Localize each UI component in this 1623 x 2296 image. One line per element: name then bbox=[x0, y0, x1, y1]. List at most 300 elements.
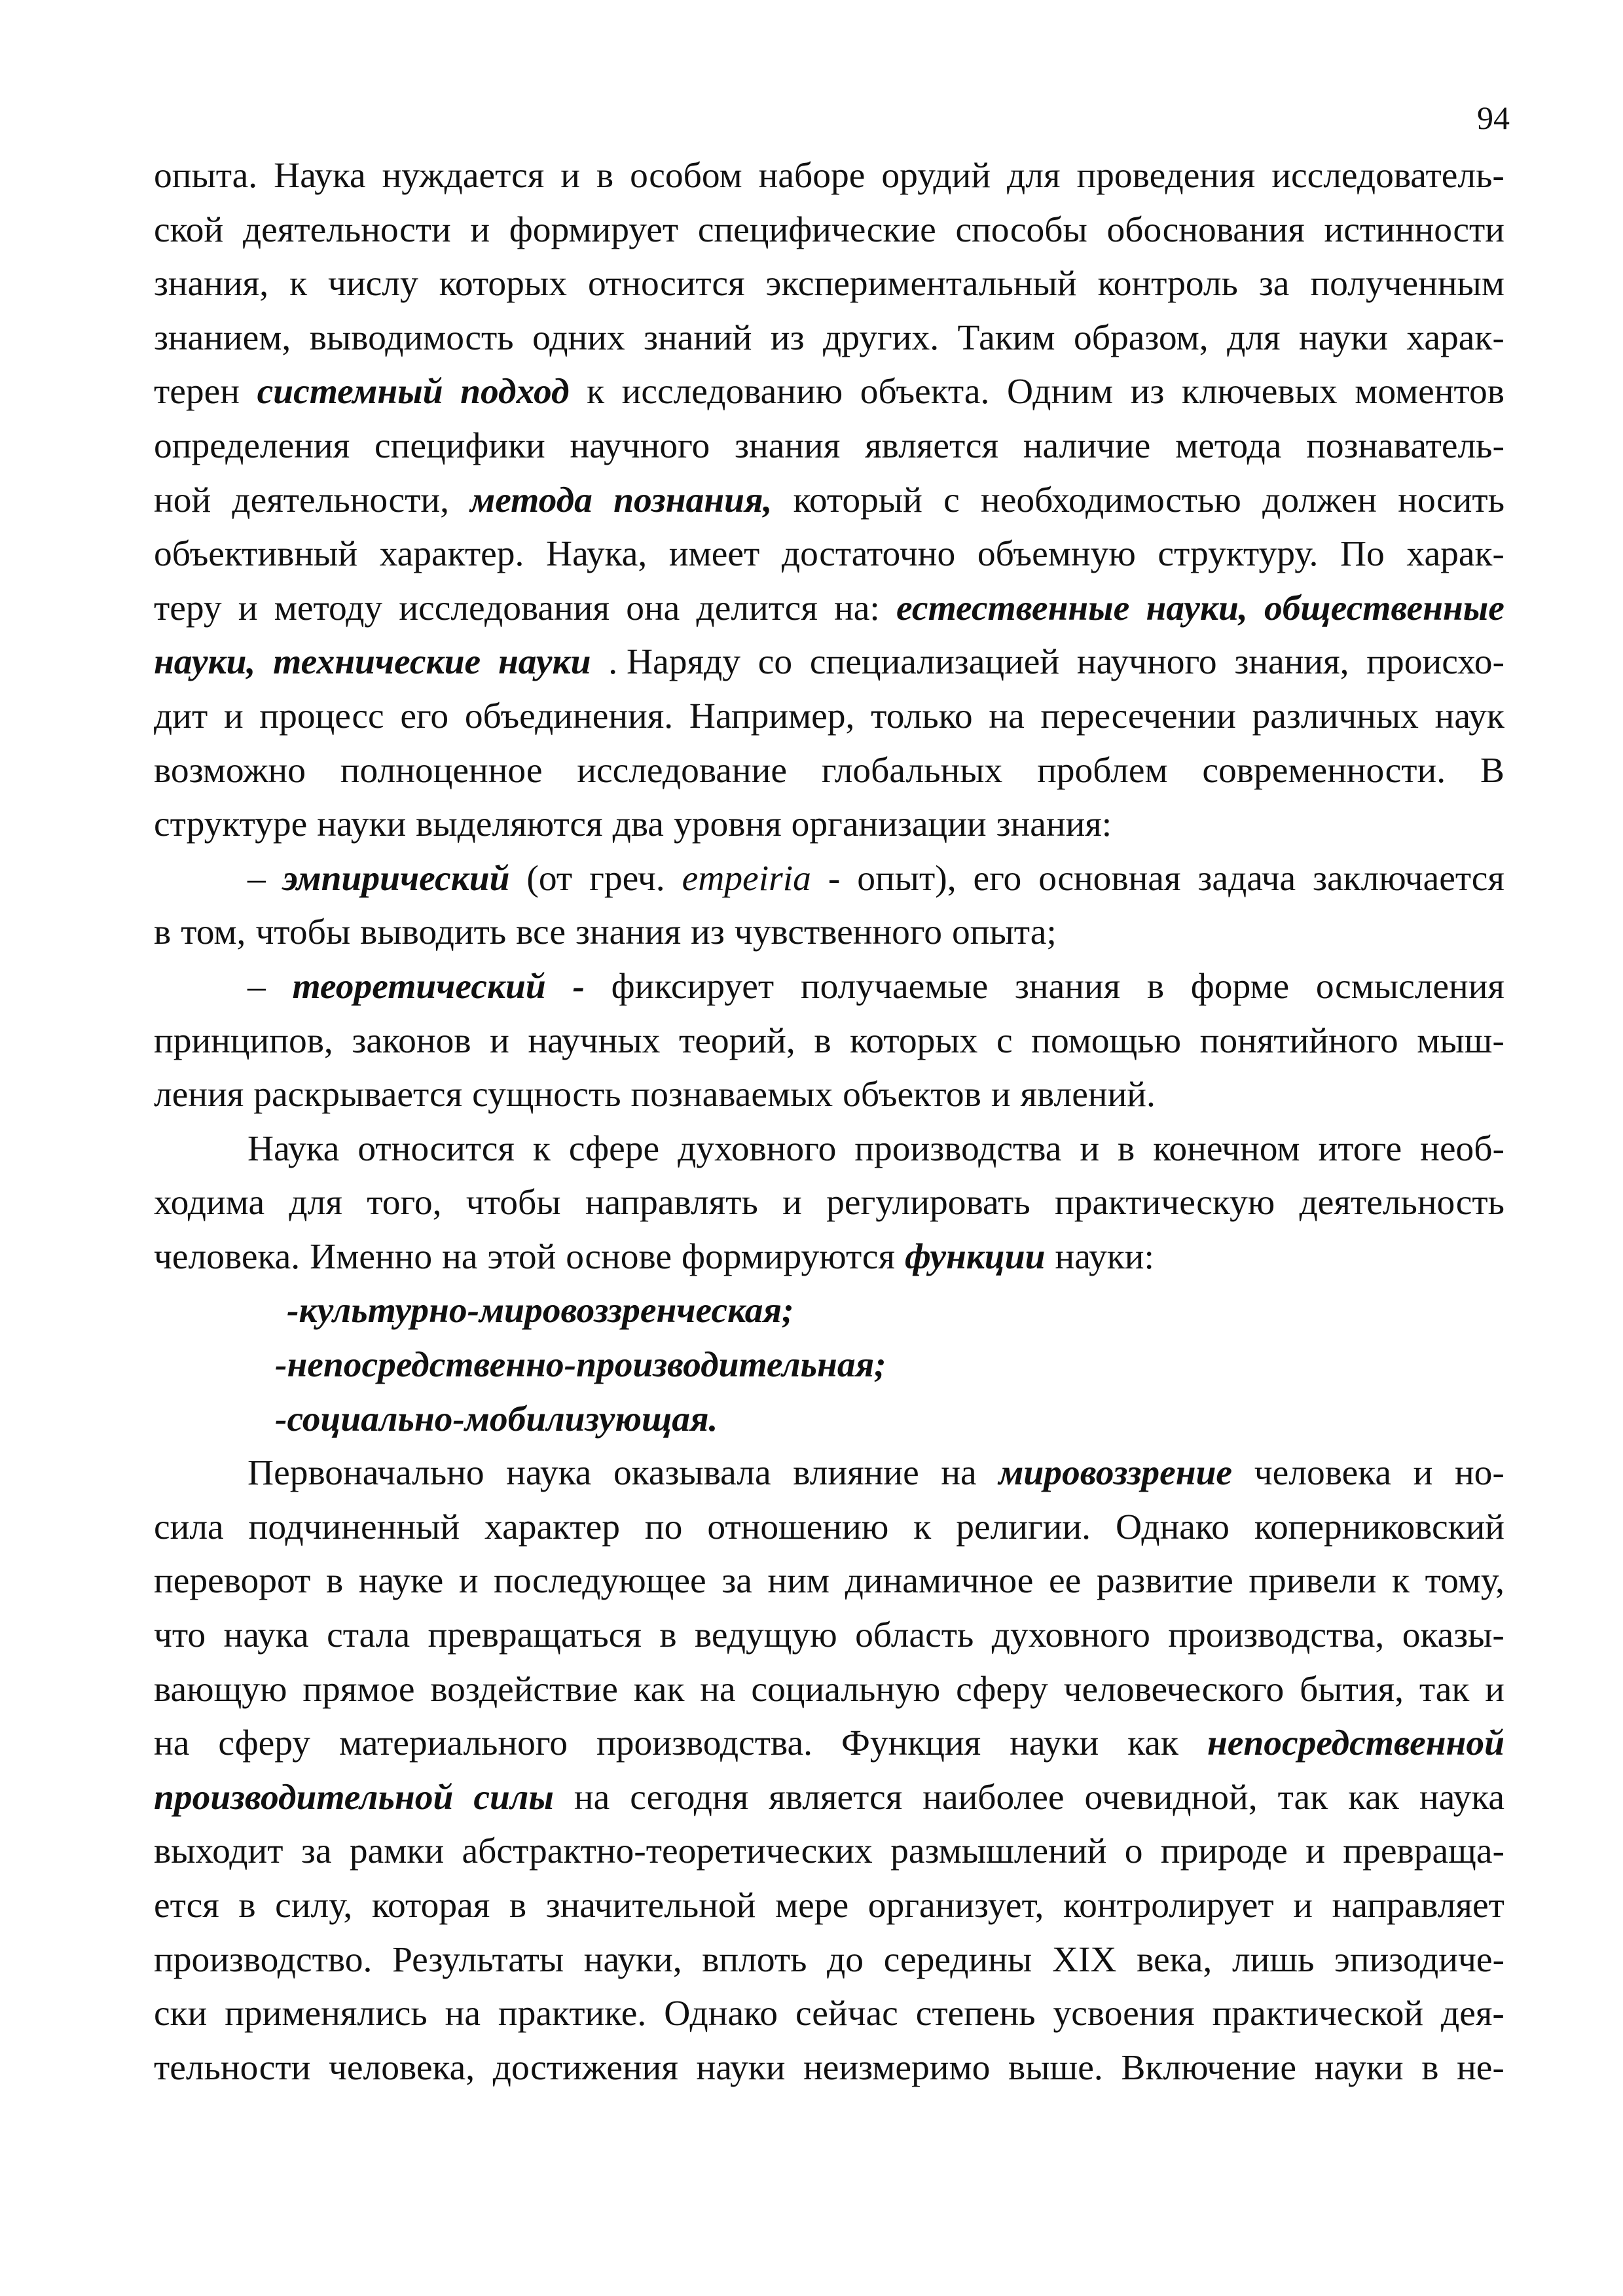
word: сфере bbox=[568, 1128, 660, 1169]
word: выводить bbox=[360, 912, 507, 953]
word: объективный bbox=[154, 534, 358, 575]
word: его bbox=[400, 696, 449, 736]
word: опыт), bbox=[857, 858, 957, 899]
word: деятельности bbox=[242, 209, 451, 250]
word: к bbox=[289, 264, 308, 304]
word: характер. bbox=[379, 534, 524, 575]
word: до bbox=[827, 1939, 864, 1980]
word: помощью bbox=[1031, 1020, 1182, 1061]
word: и bbox=[991, 1075, 1011, 1115]
text-line bbox=[154, 852, 1504, 906]
word: ее bbox=[1049, 1561, 1082, 1602]
word: знанием, bbox=[154, 317, 291, 358]
word: отношению bbox=[707, 1507, 889, 1547]
word: знания, bbox=[154, 264, 269, 304]
word: - bbox=[828, 858, 841, 899]
text-line bbox=[154, 474, 1504, 528]
word: очевидной, bbox=[1084, 1777, 1258, 1818]
word: из bbox=[1130, 372, 1165, 412]
text-line bbox=[154, 1717, 1504, 1771]
word: законов bbox=[352, 1020, 471, 1061]
word: итоге bbox=[1318, 1128, 1402, 1169]
word: ски bbox=[154, 1994, 208, 2034]
word: – bbox=[247, 858, 266, 899]
word: наука bbox=[1419, 1777, 1504, 1818]
word: науки bbox=[1010, 1723, 1099, 1764]
word: ходима bbox=[154, 1183, 265, 1223]
word: формирует bbox=[509, 209, 679, 250]
word: фиксирует bbox=[611, 966, 775, 1007]
text-line bbox=[154, 798, 1504, 852]
word: основная bbox=[1038, 858, 1181, 899]
word: процесс bbox=[259, 696, 384, 736]
word: относится bbox=[357, 1128, 515, 1169]
word: века, bbox=[1137, 1939, 1213, 1980]
text-line bbox=[154, 1230, 1504, 1285]
word: Наука, bbox=[546, 534, 647, 575]
word: сейчас bbox=[795, 1994, 898, 2034]
word: и bbox=[470, 209, 490, 250]
word: том, bbox=[181, 912, 246, 953]
word: делится bbox=[696, 588, 818, 628]
word: науке bbox=[358, 1561, 444, 1602]
word: производства bbox=[854, 1128, 1062, 1169]
word: является bbox=[865, 425, 999, 466]
text-line bbox=[154, 1663, 1504, 1717]
emphasized-word: общественные bbox=[1264, 588, 1504, 628]
word: характер bbox=[484, 1507, 620, 1547]
word: проведения bbox=[1076, 156, 1256, 196]
text-line bbox=[154, 690, 1504, 744]
word: на bbox=[574, 1777, 610, 1818]
word: стала bbox=[327, 1615, 410, 1656]
word: истинности bbox=[1324, 209, 1504, 250]
word: современности. bbox=[1202, 750, 1446, 791]
word: и bbox=[1293, 1886, 1313, 1926]
word: эпизодиче- bbox=[1334, 1939, 1504, 1980]
word: она bbox=[626, 588, 680, 628]
word: познаваемых bbox=[630, 1075, 833, 1115]
text-line bbox=[154, 636, 1504, 690]
emphasized-word: метода bbox=[470, 480, 593, 520]
emphasized-word: науки bbox=[498, 642, 591, 683]
word: сферу bbox=[956, 1669, 1048, 1710]
word: к bbox=[913, 1507, 932, 1547]
word: для bbox=[1007, 156, 1061, 196]
word: на bbox=[154, 1723, 190, 1764]
word: экспериментальный bbox=[765, 264, 1077, 304]
word: воздействие bbox=[430, 1669, 618, 1710]
word: контроль bbox=[1097, 264, 1238, 304]
word: духовного bbox=[991, 1615, 1150, 1656]
word: чувственного bbox=[734, 912, 943, 953]
word: науки bbox=[1299, 317, 1388, 358]
word: неизмеримо bbox=[803, 2047, 991, 2088]
word: ведущую bbox=[695, 1615, 837, 1656]
word: познаватель- bbox=[1306, 425, 1504, 466]
text-line bbox=[154, 744, 1504, 798]
word: структуре bbox=[154, 804, 308, 845]
text-line bbox=[154, 1014, 1504, 1069]
word: на: bbox=[834, 588, 880, 628]
text-line bbox=[154, 149, 1504, 204]
word: полученным bbox=[1310, 264, 1504, 304]
page-number: 94 bbox=[1477, 99, 1510, 136]
word: должен bbox=[1262, 480, 1377, 520]
word: Однако bbox=[1116, 1507, 1230, 1547]
emphasized-word: мировоззрение bbox=[998, 1453, 1233, 1494]
word: применялись bbox=[225, 1994, 428, 2034]
word: особом bbox=[630, 156, 742, 196]
word: человеческого bbox=[1063, 1669, 1285, 1710]
text-line bbox=[154, 1122, 1504, 1177]
word: наука bbox=[506, 1453, 592, 1494]
word: в bbox=[1118, 1128, 1135, 1169]
word: выше. bbox=[1008, 2047, 1103, 2088]
word: о bbox=[1124, 1831, 1143, 1872]
word: является bbox=[769, 1777, 903, 1818]
word: область bbox=[855, 1615, 974, 1656]
word: дея- bbox=[1440, 1994, 1504, 2034]
word: в bbox=[659, 1615, 677, 1656]
word: прямое bbox=[302, 1669, 415, 1710]
word: но- bbox=[1454, 1453, 1504, 1494]
word: харак- bbox=[1406, 317, 1504, 358]
word: превраща- bbox=[1343, 1831, 1504, 1872]
word: объектов bbox=[843, 1075, 981, 1115]
word: и bbox=[560, 156, 580, 196]
word: и bbox=[490, 1020, 509, 1061]
word: тому, bbox=[1425, 1561, 1504, 1602]
word: Например, bbox=[689, 696, 855, 736]
text-line bbox=[154, 2041, 1504, 2096]
word: выделяются bbox=[416, 804, 603, 845]
word: влияние bbox=[793, 1453, 919, 1494]
word: из bbox=[770, 317, 805, 358]
word: духовного bbox=[678, 1128, 837, 1169]
emphasized-word: -социально-мобилизующая. bbox=[275, 1399, 718, 1439]
word: нуждается bbox=[382, 156, 545, 196]
word: оказывала bbox=[613, 1453, 771, 1494]
word: исследователь- bbox=[1271, 156, 1504, 196]
word: специализацией bbox=[809, 642, 1060, 683]
word: вплоть bbox=[702, 1939, 807, 1980]
word: Результаты bbox=[392, 1939, 564, 1980]
text-line bbox=[154, 960, 1504, 1014]
word: наиболее bbox=[922, 1777, 1065, 1818]
text-line bbox=[154, 1176, 1504, 1230]
word: происхо- bbox=[1366, 642, 1504, 683]
word: носить bbox=[1398, 480, 1504, 520]
word: исследованию bbox=[621, 372, 843, 412]
word: последующее bbox=[494, 1561, 706, 1602]
text-line bbox=[154, 1825, 1504, 1879]
emphasized-word: empeiria bbox=[682, 858, 811, 899]
emphasized-word: подход bbox=[460, 372, 570, 412]
word: задача bbox=[1197, 858, 1296, 899]
word: Функция bbox=[841, 1723, 981, 1764]
word: практическую bbox=[1055, 1183, 1275, 1223]
emphasized-word: непосредственной bbox=[1207, 1723, 1504, 1764]
word: дит bbox=[154, 696, 208, 736]
word: полноценное bbox=[340, 750, 543, 791]
emphasized-word: системный bbox=[257, 372, 443, 412]
text-line bbox=[154, 365, 1504, 420]
word: знания bbox=[1014, 966, 1121, 1007]
word: религии. bbox=[956, 1507, 1091, 1547]
word: тельности bbox=[154, 2047, 311, 2088]
word: В bbox=[1480, 750, 1504, 791]
word: объемную bbox=[977, 534, 1136, 575]
word: силу, bbox=[275, 1886, 353, 1926]
word: и bbox=[223, 696, 244, 736]
word: основе bbox=[566, 1236, 672, 1277]
word: пересечении bbox=[1040, 696, 1236, 736]
word: специфики bbox=[374, 425, 545, 466]
word: не- bbox=[1457, 2047, 1504, 2088]
word: наборе bbox=[758, 156, 866, 196]
word: направляет bbox=[1332, 1886, 1504, 1926]
text-line bbox=[154, 906, 1504, 960]
word: организует, bbox=[867, 1886, 1044, 1926]
word: греч. bbox=[589, 858, 665, 899]
word: усвоения bbox=[1053, 1994, 1195, 2034]
word: других. bbox=[822, 317, 939, 358]
text-line bbox=[154, 1609, 1504, 1663]
word: Первоначально bbox=[247, 1453, 484, 1494]
text-line bbox=[154, 528, 1504, 582]
word: терен bbox=[154, 372, 240, 412]
word: в bbox=[154, 912, 172, 953]
text-line bbox=[154, 1446, 1504, 1501]
word: в bbox=[596, 156, 614, 196]
word: в bbox=[814, 1020, 831, 1061]
word: деятельности, bbox=[232, 480, 449, 520]
word: привели bbox=[1249, 1561, 1377, 1602]
word: на bbox=[442, 1236, 478, 1277]
word: сегодня bbox=[630, 1777, 749, 1818]
word: и bbox=[1080, 1128, 1100, 1169]
word: производства. bbox=[596, 1723, 812, 1764]
word: и bbox=[238, 588, 258, 628]
word: в bbox=[1146, 966, 1165, 1007]
text-line bbox=[154, 1879, 1504, 1933]
word: развитие bbox=[1096, 1561, 1233, 1602]
word: науки bbox=[1314, 2047, 1404, 2088]
word: подчиненный bbox=[248, 1507, 460, 1547]
word: которых bbox=[439, 264, 567, 304]
word: за bbox=[301, 1831, 332, 1872]
word: форме bbox=[1190, 966, 1290, 1007]
word: природе bbox=[1160, 1831, 1288, 1872]
body-text bbox=[154, 149, 1504, 2095]
word: направлять bbox=[585, 1183, 758, 1223]
word: только bbox=[871, 696, 973, 736]
word: человека. bbox=[154, 1236, 301, 1277]
text-line bbox=[154, 420, 1504, 474]
word: деятельность bbox=[1299, 1183, 1504, 1223]
text-line bbox=[154, 1933, 1504, 1988]
word: материального bbox=[339, 1723, 568, 1764]
text-line bbox=[154, 1771, 1504, 1825]
emphasized-word: технические bbox=[273, 642, 481, 683]
word: осмысления bbox=[1315, 966, 1504, 1007]
word: мере bbox=[775, 1886, 849, 1926]
word: необ- bbox=[1420, 1128, 1504, 1169]
word: которая bbox=[371, 1886, 490, 1926]
word: науки bbox=[317, 804, 407, 845]
word: Наука bbox=[274, 156, 366, 196]
word: определения bbox=[154, 425, 350, 466]
word: сущность bbox=[472, 1075, 621, 1115]
word: для bbox=[1227, 317, 1281, 358]
word: харак- bbox=[1406, 534, 1504, 575]
word: раскрывается bbox=[253, 1075, 463, 1115]
word: науки bbox=[696, 2047, 786, 2088]
word: знания, bbox=[1234, 642, 1349, 683]
word: – bbox=[247, 966, 266, 1007]
word: человека bbox=[1254, 1453, 1391, 1494]
text-line bbox=[154, 1554, 1504, 1609]
word: которых bbox=[850, 1020, 978, 1061]
word: теру bbox=[154, 588, 222, 628]
word: Одним bbox=[1006, 372, 1114, 412]
word: лишь bbox=[1231, 1939, 1315, 1980]
word: так bbox=[1419, 1669, 1470, 1710]
word: ется bbox=[154, 1886, 219, 1926]
word: как bbox=[1127, 1723, 1178, 1764]
word: Таким bbox=[957, 317, 1055, 358]
word: исследования bbox=[399, 588, 610, 628]
word: человека, bbox=[328, 2047, 475, 2088]
word: и bbox=[1305, 1831, 1325, 1872]
word: динамичное bbox=[845, 1561, 1034, 1602]
word: опыта; bbox=[952, 912, 1057, 953]
word: различных bbox=[1252, 696, 1419, 736]
word: размышлений bbox=[890, 1831, 1107, 1872]
word: специфические bbox=[697, 209, 936, 250]
word: и bbox=[782, 1183, 802, 1223]
word: достижения bbox=[492, 2047, 678, 2088]
word: вающую bbox=[154, 1669, 287, 1710]
word: принципов, bbox=[154, 1020, 333, 1061]
text-line bbox=[154, 1501, 1504, 1555]
word: за bbox=[721, 1561, 752, 1602]
word: достаточно bbox=[781, 534, 956, 575]
word: к bbox=[532, 1128, 551, 1169]
word: мыш- bbox=[1417, 1020, 1504, 1061]
word: и bbox=[1413, 1453, 1433, 1494]
text-line bbox=[154, 312, 1504, 366]
word: моментов bbox=[1355, 372, 1504, 412]
word: значительной bbox=[545, 1886, 756, 1926]
word: сила bbox=[154, 1507, 224, 1547]
word: так bbox=[1277, 1777, 1328, 1818]
word: два bbox=[612, 804, 664, 845]
emphasized-word: эмпирический bbox=[282, 858, 510, 899]
word: производство. bbox=[154, 1939, 373, 1980]
word: абстрактно-теоретических bbox=[462, 1831, 873, 1872]
word: выходит bbox=[154, 1831, 283, 1872]
word: научного bbox=[1076, 642, 1217, 683]
word: Именно bbox=[310, 1236, 433, 1277]
text-line bbox=[154, 204, 1504, 258]
word: как bbox=[633, 1669, 685, 1710]
text-line bbox=[154, 1338, 1504, 1393]
word: орудий bbox=[881, 156, 991, 196]
word: того, bbox=[367, 1183, 442, 1223]
word: ления bbox=[154, 1075, 244, 1115]
word: превращаться bbox=[428, 1615, 642, 1656]
word: конечном bbox=[1153, 1128, 1300, 1169]
word: все bbox=[516, 912, 566, 953]
word: ной bbox=[154, 480, 211, 520]
word: из bbox=[691, 912, 725, 953]
word: . Наряду bbox=[608, 642, 740, 683]
text-line bbox=[154, 1284, 1504, 1338]
word: (от bbox=[526, 858, 573, 899]
emphasized-word: функции bbox=[905, 1236, 1046, 1277]
emphasized-word: силы bbox=[473, 1777, 554, 1818]
word: понятийного bbox=[1199, 1020, 1398, 1061]
word: регулировать bbox=[826, 1183, 1030, 1223]
word: социальную bbox=[751, 1669, 941, 1710]
emphasized-word: естественные bbox=[896, 588, 1130, 628]
word: выводимость bbox=[309, 317, 514, 358]
word: знания bbox=[575, 912, 682, 953]
word: практике. bbox=[498, 1994, 647, 2034]
emphasized-word: познания, bbox=[613, 480, 773, 520]
word: переворот bbox=[154, 1561, 311, 1602]
word: Наука bbox=[247, 1128, 340, 1169]
emphasized-word: -культурно-мировоззренческая; bbox=[287, 1291, 794, 1331]
word: ской bbox=[154, 209, 224, 250]
word: с bbox=[943, 480, 960, 520]
word: что bbox=[154, 1615, 206, 1656]
word: Однако bbox=[664, 1994, 778, 2034]
word: наук bbox=[1434, 696, 1504, 736]
word: для bbox=[289, 1183, 342, 1223]
text-line bbox=[154, 257, 1504, 312]
word: в bbox=[1421, 2047, 1439, 2088]
word: знания bbox=[735, 425, 841, 466]
word: способы bbox=[955, 209, 1087, 250]
emphasized-word: -непосредственно-производительная; bbox=[275, 1345, 886, 1386]
emphasized-word: науки, bbox=[154, 642, 256, 683]
word: заключается bbox=[1313, 858, 1504, 899]
word: имеет bbox=[668, 534, 760, 575]
word: оказы- bbox=[1402, 1615, 1504, 1656]
word: XIX bbox=[1051, 1939, 1117, 1980]
word: как bbox=[1348, 1777, 1399, 1818]
emphasized-word: теоретический bbox=[292, 966, 546, 1007]
word: в bbox=[509, 1886, 527, 1926]
word: его bbox=[973, 858, 1022, 899]
word: объекта. bbox=[860, 372, 990, 412]
word: обоснования bbox=[1106, 209, 1305, 250]
word: уровня bbox=[673, 804, 782, 845]
word: на bbox=[989, 696, 1025, 736]
word: контролирует bbox=[1063, 1886, 1274, 1926]
word: знаний bbox=[644, 317, 752, 358]
word: По bbox=[1340, 534, 1385, 575]
word: со bbox=[757, 642, 793, 683]
word: на bbox=[941, 1453, 977, 1494]
word: ним bbox=[767, 1561, 830, 1602]
word: к bbox=[587, 372, 605, 412]
word: наука bbox=[223, 1615, 309, 1656]
word: формируются bbox=[682, 1236, 896, 1277]
